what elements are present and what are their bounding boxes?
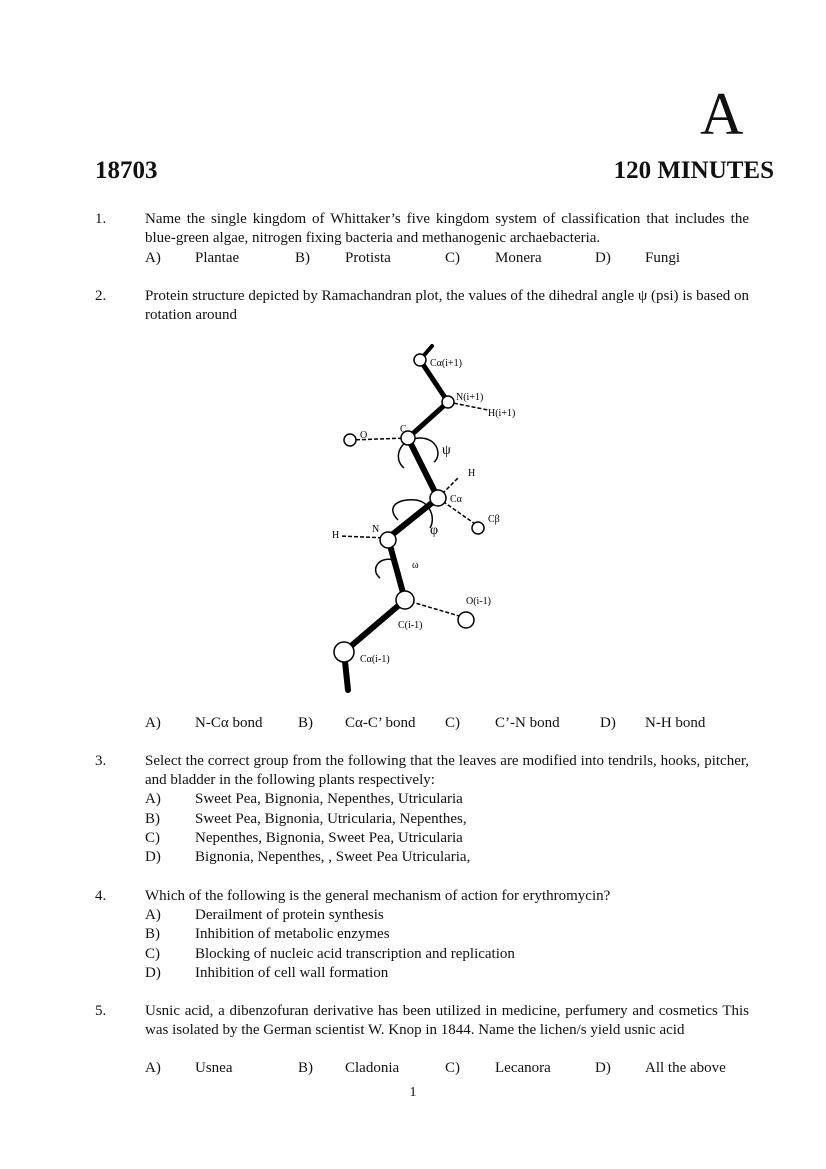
option-text: Fungi	[645, 250, 681, 266]
label-o: O	[360, 430, 368, 441]
question-text: Name the single kingdom of Whittaker’s five kingdom system of classification that includes the blue-green algae, nitrogen fixing bacteria and methanogenic archaebacteria.	[145, 211, 749, 247]
paper-code: 18703	[95, 157, 158, 184]
backbone-bond	[408, 438, 438, 498]
atom-o	[344, 434, 356, 446]
peptide-dihedral-figure	[320, 338, 520, 698]
option-label: A)	[145, 715, 161, 731]
question-4	[95, 887, 749, 983]
option-c: C) Blocking of nucleic acid transcription and replication	[145, 945, 515, 962]
options-row-q1	[145, 249, 765, 268]
label-ca: Cα	[450, 494, 462, 505]
option-label: C)	[445, 1060, 460, 1076]
label-c-low: C(i-1)	[398, 620, 423, 631]
label-psi: ψ	[442, 443, 451, 458]
atom-ca	[430, 490, 446, 506]
omega-rotation-arrow	[376, 559, 394, 578]
atom-o-low	[458, 612, 474, 628]
atom-c-low	[396, 591, 414, 609]
option-a: A) Sweet Pea, Bignonia, Nepenthes, Utricularia	[145, 791, 463, 808]
atom-ca-top	[414, 354, 426, 366]
series-letter: A	[700, 81, 744, 147]
question-5	[95, 1002, 749, 1040]
label-n-top: N(i+1)	[456, 392, 484, 403]
option-d: D) Inhibition of cell wall formation	[145, 964, 389, 981]
question-number: 4.	[95, 888, 107, 904]
question-number: 1.	[95, 211, 107, 227]
question-number: 3.	[95, 753, 107, 769]
atom-cb	[472, 522, 484, 534]
label-h: H	[468, 468, 476, 479]
question-text: Select the correct group from the following that the leaves are modified into tendrils, hooks, pitcher, and bladder in the following plants respectively:	[145, 753, 749, 789]
option-text: N-H bond	[645, 715, 706, 731]
option-c: C) Nepenthes, Bignonia, Sweet Pea, Utricularia	[145, 829, 463, 846]
question-2	[95, 287, 749, 325]
option-b: B) Sweet Pea, Bignonia, Utricularia, Nepenthes,	[145, 810, 467, 827]
label-h-left: H	[332, 530, 340, 541]
option-label: B)	[298, 1060, 313, 1076]
options-list-q4	[145, 906, 749, 983]
option-label: D)	[595, 1060, 611, 1076]
atom-ca-low	[334, 642, 354, 662]
label-o-low: O(i-1)	[466, 596, 491, 607]
option-text: Monera	[495, 250, 542, 266]
label-c: C	[400, 424, 407, 435]
option-label: C)	[445, 250, 460, 266]
exam-duration: 120 MINUTES	[613, 157, 774, 184]
options-row-q5	[145, 1059, 765, 1078]
option-text: All the above	[645, 1060, 726, 1076]
option-text: Cladonia	[345, 1060, 400, 1076]
option-text: Plantae	[195, 250, 240, 266]
backbone-bond	[408, 402, 448, 438]
question-number: 2.	[95, 288, 107, 304]
option-text: Usnea	[195, 1060, 233, 1076]
label-h-top: H(i+1)	[488, 408, 516, 419]
options-row-q2	[145, 714, 765, 733]
option-b: B) Inhibition of metabolic enzymes	[145, 926, 390, 943]
atom-n-top	[442, 396, 454, 408]
question-3	[95, 752, 749, 867]
option-label: D)	[600, 715, 616, 731]
label-n: N	[372, 524, 380, 535]
option-text: Protista	[345, 250, 391, 266]
label-cb: Cβ	[488, 514, 500, 525]
question-text: Protein structure depicted by Ramachandran plot, the values of the dihedral angle ψ (psi) is based on rotation around	[145, 288, 749, 324]
option-text: N-Cα bond	[195, 715, 263, 731]
option-label: A)	[145, 1060, 161, 1076]
question-number: 5.	[95, 1003, 107, 1019]
label-phi: φ	[430, 523, 439, 538]
question-1	[95, 210, 749, 248]
option-text: Cα-C’ bond	[345, 715, 416, 731]
option-label: B)	[295, 250, 310, 266]
option-d: D) Bignonia, Nepenthes, , Sweet Pea Utricularia,	[145, 848, 471, 865]
option-label: A)	[145, 250, 161, 266]
phi-rotation-arrow	[393, 500, 433, 528]
label-ca-top: Cα(i+1)	[430, 358, 462, 369]
question-text: Usnic acid, a dibenzofuran derivative has been utilized in medicine, perfumery and cosmetics This was isolated by the German scientist W. Knop in 1844. Name the lichen/s yield usnic acid	[145, 1003, 749, 1039]
backbone-bond	[344, 600, 405, 652]
option-text: C’-N bond	[495, 715, 560, 731]
option-a: A) Derailment of protein synthesis	[145, 907, 384, 924]
option-label: D)	[595, 250, 611, 266]
option-label: C)	[445, 715, 460, 731]
atom-n	[380, 532, 396, 548]
option-label: B)	[298, 715, 313, 731]
side-bond	[350, 438, 408, 440]
options-list-q3	[145, 790, 749, 867]
label-omega: ω	[412, 560, 419, 571]
option-text: Lecanora	[495, 1060, 551, 1076]
page-number: 1	[409, 1085, 417, 1100]
label-ca-low: Cα(i-1)	[360, 654, 390, 665]
question-text: Which of the following is the general mechanism of action for erythromycin?	[145, 888, 611, 904]
